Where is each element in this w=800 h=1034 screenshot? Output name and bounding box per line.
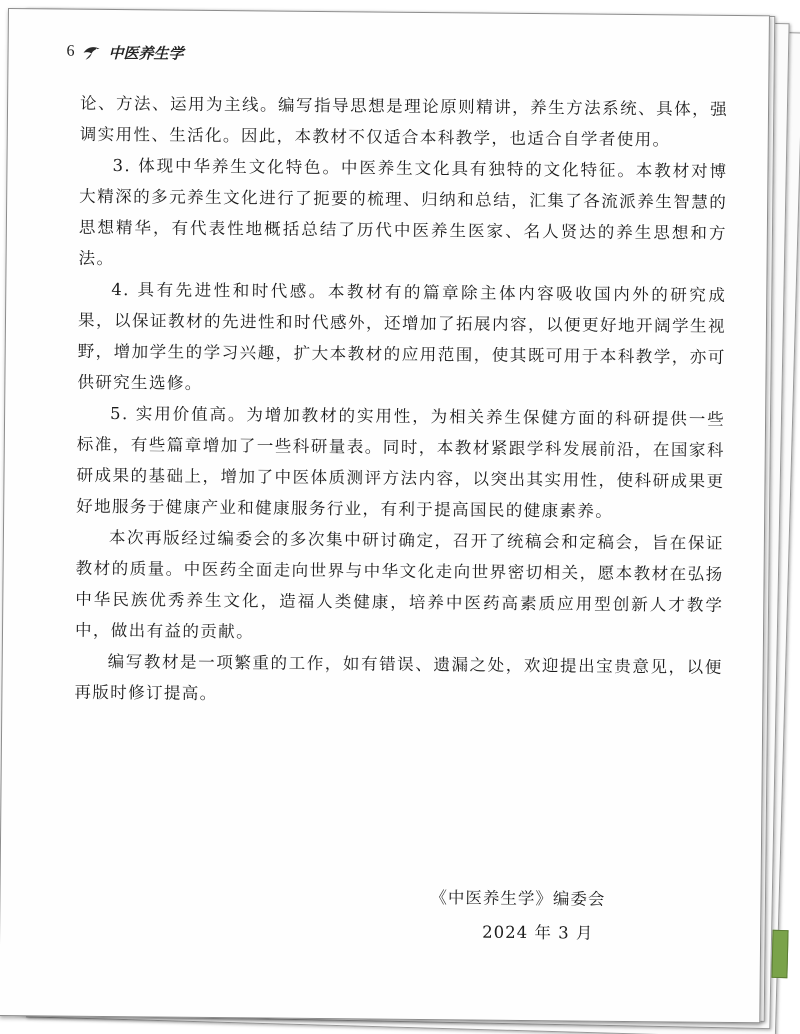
paragraph: 4. 具有先进性和时代感。本教材有的篇章除主体内容吸收国内外的研究成果，以保证教材的先进性和时代感外，还增加了拓展内容，以便更好地开阔学生视野，增加学生的学习兴趣，扩大本教材的应用范围，使其既可用于本科教学，亦可供研究生选修。: [77, 280, 727, 393]
paragraph: 论、方法、运用为主线。编写指导思想是理论原则精讲，养生方法系统、具体，强调实用性、生活化。因此，本教材不仅适合本科教学，也适合自学者使用。: [79, 93, 729, 150]
paragraph: 5. 实用价值高。为增加教材的实用性，为相关养生保健方面的科研提供一些标准，有些篇章增加了一些科研量表。同时，本教材紧跟学科发展前沿，在国家科研成果的基础上，增加了中医体质测评方法内容，以突出其实用性，使科研成果更好地服务于健康产业和健康服务行业，有利于提高国民的健康素养。: [76, 403, 726, 521]
paragraph: 3. 体现中华养生文化特色。中医养生文化具有独特的文化特征。本教材对博大精深的多元养生文化进行了扼要的梳理、归纳和总结，汇集了各流派养生智慧的思想精华，有代表性地概括总结了历代中医养生医家、名人贤达的养生思想和方法。: [78, 156, 728, 269]
page-number: 6: [66, 42, 75, 60]
paragraph: 编写教材是一项繁重的工作，如有错误、遗漏之处，欢迎提出宝贵意见，以便再版时修订提高。: [74, 651, 723, 704]
editorial-board: 《中医养生学》编委会: [430, 888, 606, 909]
signature-block: [430, 881, 651, 951]
book-title: 中医养生学: [108, 43, 184, 63]
page-edge-tab: [771, 930, 788, 978]
running-header: [66, 40, 183, 65]
book-page: [0, 8, 770, 1023]
page-body: [74, 88, 728, 714]
swallow-logo-icon: [82, 43, 100, 61]
paragraph: 本次再版经过编委会的多次集中研讨确定，召开了统稿会和定稿会，旨在保证教材的质量。中医药全面走向世界与中华文化走向世界密切相关，愿本教材在弘扬中华民族优秀养生文化，造福人类健康，培养中医药高素质应用型创新人才教学中，做出有益的贡献。: [74, 527, 724, 642]
signature-date: 2024 年 3 月: [482, 922, 594, 943]
